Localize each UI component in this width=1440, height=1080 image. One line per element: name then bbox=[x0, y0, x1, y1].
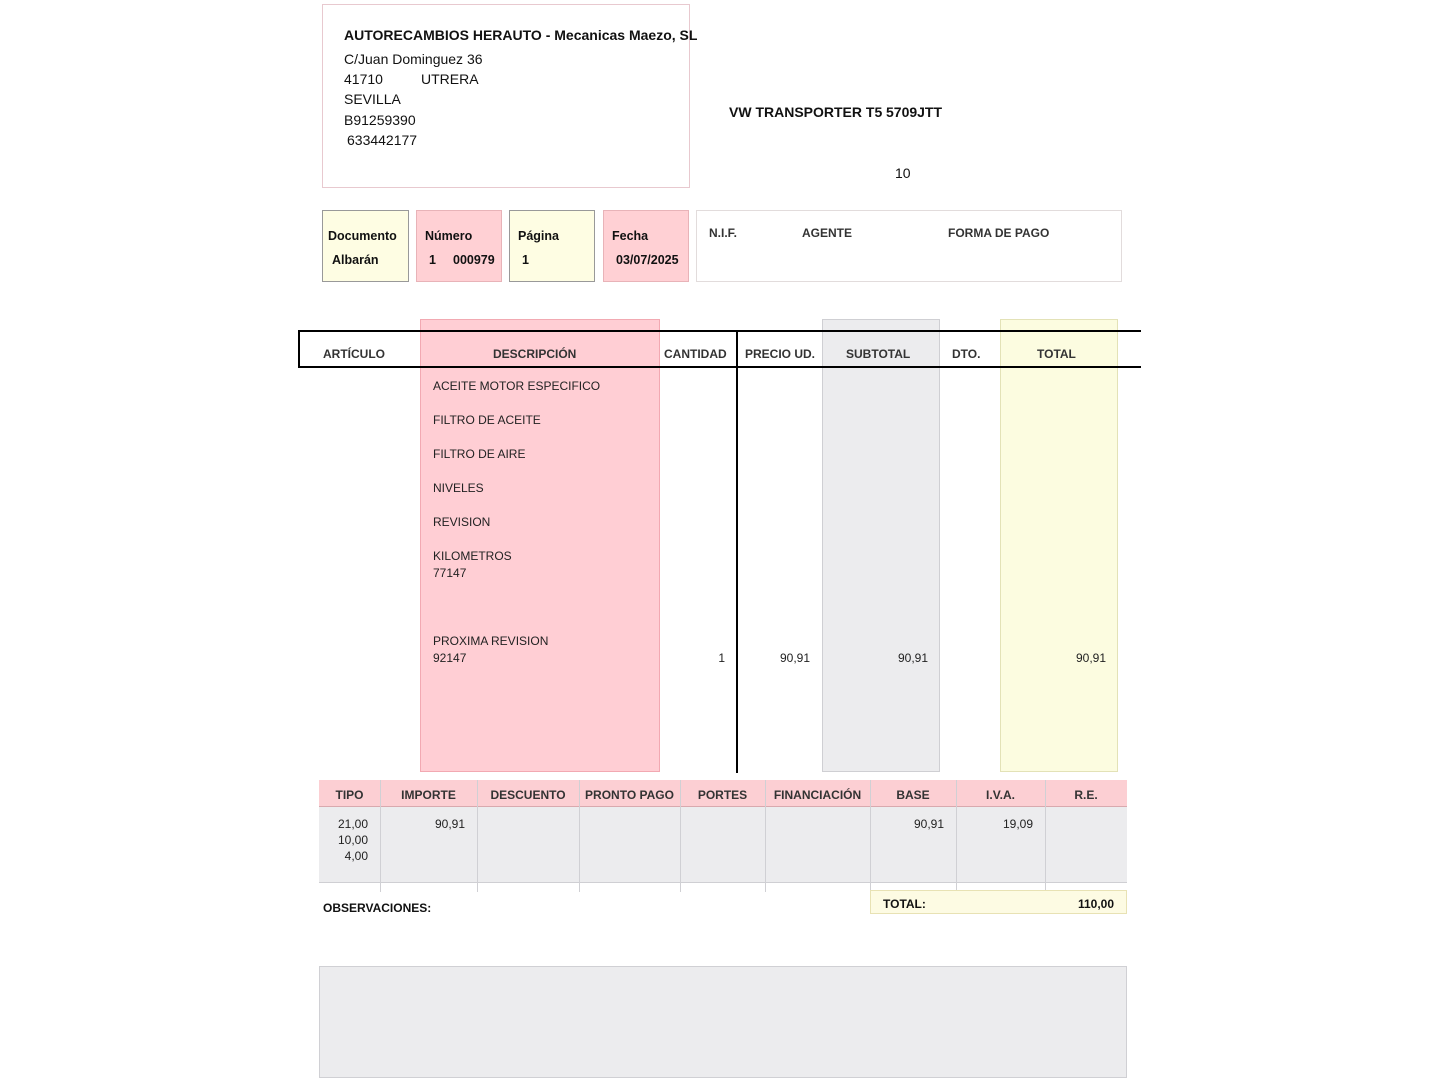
fecha-box bbox=[603, 210, 689, 282]
item-total: 90,91 bbox=[1075, 651, 1106, 665]
documento-label: Documento bbox=[328, 229, 397, 243]
company-province: SEVILLA bbox=[344, 91, 401, 107]
item-description-line: 77147 bbox=[433, 566, 467, 580]
tax-header-pronto-pago: PRONTO PAGO bbox=[585, 788, 674, 802]
pagina-label: Página bbox=[518, 229, 559, 243]
item-description-line: KILOMETROS bbox=[433, 549, 512, 563]
item-cantidad: 1 bbox=[718, 651, 725, 665]
nif-box bbox=[696, 210, 1122, 282]
pagina-box bbox=[509, 210, 595, 282]
company-address: C/Juan Dominguez 36 bbox=[344, 51, 483, 67]
vehicle-code: 10 bbox=[895, 165, 911, 181]
documento-box bbox=[322, 210, 409, 282]
tax-header-descuento: DESCUENTO bbox=[490, 788, 566, 802]
company-postal-code: 41710 bbox=[344, 71, 383, 87]
tax-header-importe: IMPORTE bbox=[401, 788, 456, 802]
forma-pago-label: FORMA DE PAGO bbox=[948, 226, 1050, 240]
col-header-articulo: ARTÍCULO bbox=[323, 347, 385, 361]
tax-header-portes: PORTES bbox=[697, 788, 748, 802]
numero-series: 1 bbox=[429, 253, 436, 267]
nif-label: N.I.F. bbox=[709, 226, 738, 240]
vehicle-plate: 5709JTT bbox=[886, 104, 943, 120]
documento-value: Albarán bbox=[332, 253, 379, 267]
agente-label: AGENTE bbox=[802, 226, 853, 240]
items-header-bottom-rule bbox=[298, 366, 1141, 368]
item-description-line: 92147 bbox=[433, 651, 467, 665]
company-phone: 633442177 bbox=[347, 132, 418, 148]
col-header-total: TOTAL bbox=[1037, 347, 1076, 361]
company-city: UTRERA bbox=[421, 71, 479, 87]
col-header-subtotal: SUBTOTAL bbox=[846, 347, 911, 361]
total-column bbox=[1000, 319, 1118, 772]
item-precio: 90,91 bbox=[779, 651, 810, 665]
col-header-precio: PRECIO UD. bbox=[745, 347, 816, 361]
col-header-descripcion: DESCRIPCIÓN bbox=[493, 347, 577, 361]
grand-total-label: TOTAL: bbox=[883, 897, 926, 911]
observaciones-label: OBSERVACIONES: bbox=[323, 901, 432, 915]
pagina-value: 1 bbox=[522, 253, 529, 267]
item-subtotal: 90,91 bbox=[897, 651, 928, 665]
tax-importe: 90,91 bbox=[434, 817, 465, 831]
tax-base: 90,91 bbox=[913, 817, 944, 831]
grand-total-value: 110,00 bbox=[1077, 897, 1114, 911]
tax-iva: 19,09 bbox=[1002, 817, 1033, 831]
tax-tipo: 10,00 bbox=[337, 833, 368, 847]
col-header-dto: DTO. bbox=[952, 347, 981, 361]
numero-box bbox=[416, 210, 502, 282]
items-header-left-rule bbox=[298, 330, 300, 368]
fecha-value: 03/07/2025 bbox=[616, 253, 679, 267]
tax-header-iva: I.V.A. bbox=[986, 788, 1015, 802]
observaciones-box bbox=[319, 966, 1127, 1078]
item-description-line: PROXIMA REVISION bbox=[433, 634, 549, 648]
quantity-price-divider bbox=[736, 330, 738, 773]
numero-label: Número bbox=[425, 229, 473, 243]
item-description-line: FILTRO DE AIRE bbox=[433, 447, 526, 461]
company-cif: B91259390 bbox=[344, 112, 416, 128]
item-description-line: ACEITE MOTOR ESPECIFICO bbox=[433, 379, 601, 393]
item-description-line: NIVELES bbox=[433, 481, 484, 495]
item-description-line: REVISION bbox=[433, 515, 491, 529]
tax-tipo: 4,00 bbox=[344, 849, 368, 863]
subtotal-column bbox=[822, 319, 940, 772]
fecha-label: Fecha bbox=[612, 229, 649, 243]
vehicle-model: VW TRANSPORTER T5 bbox=[729, 104, 883, 120]
numero-value: 000979 bbox=[453, 253, 495, 267]
tax-header-base: BASE bbox=[896, 788, 930, 802]
tax-header-tipo: TIPO bbox=[335, 788, 364, 802]
tax-header-financiacion: FINANCIACIÓN bbox=[773, 788, 862, 802]
company-name: AUTORECAMBIOS HERAUTO - Mecanicas Maezo, SL bbox=[344, 27, 698, 43]
items-header-top-rule bbox=[298, 330, 1141, 332]
col-header-cantidad: CANTIDAD bbox=[664, 347, 727, 361]
tax-header-re: R.E. bbox=[1074, 788, 1098, 802]
tax-tipo: 21,00 bbox=[337, 817, 368, 831]
item-description-line: FILTRO DE ACEITE bbox=[433, 413, 541, 427]
